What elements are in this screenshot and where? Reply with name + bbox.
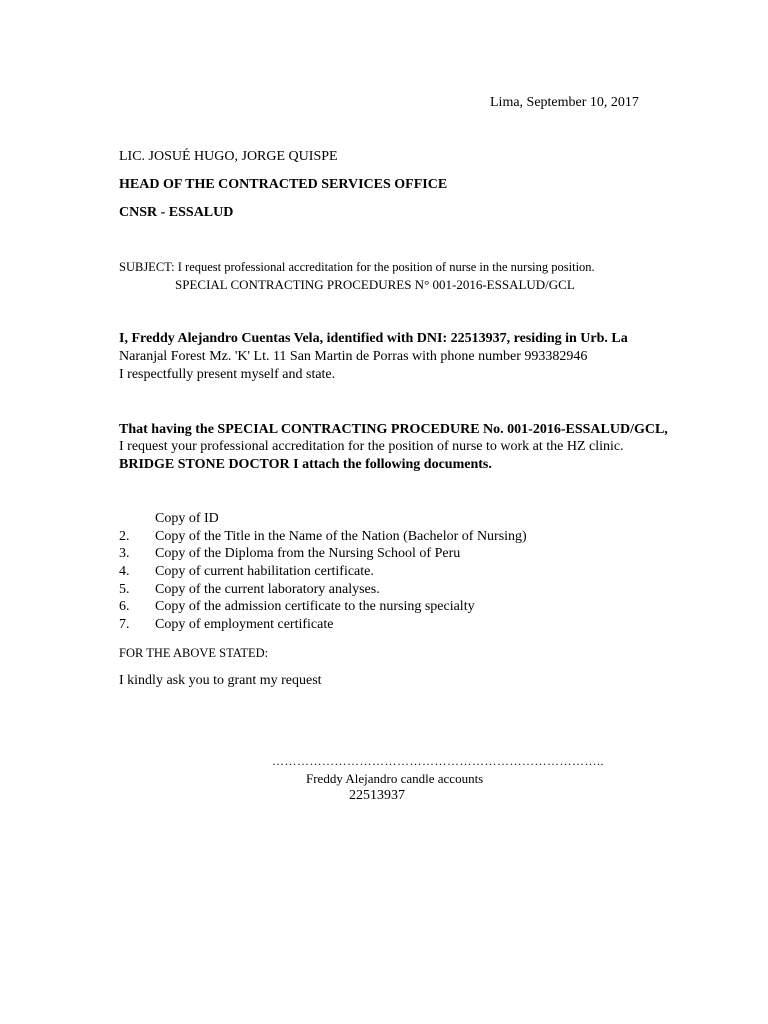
signature-line: …………………………………………………………………….. [272, 754, 604, 768]
signature-name: Freddy Alejandro candle accounts [306, 771, 484, 786]
intro-line-2: Naranjal Forest Mz. 'K' Lt. 11 San Martin de Porras with phone number 993382946 [119, 349, 588, 364]
list-item-text: Copy of the Diploma from the Nursing School of Peru [155, 546, 461, 561]
recipient-title: HEAD OF THE CONTRACTED SERVICES OFFICE [119, 177, 448, 192]
list-item-text: Copy of ID [155, 511, 219, 526]
list-item [119, 598, 475, 616]
list-item-number: 2. [119, 529, 130, 544]
list-item-number: 6. [119, 599, 130, 614]
list-item-text: Copy of the current laboratory analyses. [155, 582, 380, 597]
list-item-text: Copy of the admission certificate to the nursing specialty [155, 599, 475, 614]
recipient-name: LIC. JOSUÉ HUGO, JORGE QUISPE [119, 149, 338, 164]
body-line-1: That having the SPECIAL CONTRACTING PROCEDURE No. 001-2016-ESSALUD/GCL, [119, 422, 668, 437]
list-item-number: 5. [119, 582, 130, 597]
list-item [119, 563, 374, 581]
list-item-text: Copy of employment certificate [155, 617, 334, 632]
closing-request: I kindly ask you to grant my request [119, 673, 322, 688]
list-item-text: Copy of current habilitation certificate. [155, 564, 374, 579]
list-item [119, 545, 460, 563]
intro-line-1: I, Freddy Alejandro Cuentas Vela, identified with DNI: 22513937, residing in Urb. La [119, 331, 628, 346]
list-item-number: 7. [119, 617, 130, 632]
intro-line-3: I respectfully present myself and state. [119, 367, 336, 382]
list-item [119, 581, 380, 599]
recipient-org: CNSR - ESSALUD [119, 205, 234, 220]
signature-dni: 22513937 [349, 788, 405, 803]
date-line: Lima, September 10, 2017 [490, 95, 639, 110]
list-item [119, 528, 527, 546]
subject-procedure: SPECIAL CONTRACTING PROCEDURES N° 001-2016-ESSALUD/GCL [175, 277, 575, 292]
list-item [119, 510, 219, 528]
closing-stated: FOR THE ABOVE STATED: [119, 646, 269, 660]
body-line-3: BRIDGE STONE DOCTOR I attach the following documents. [119, 457, 492, 472]
list-item-number: 4. [119, 564, 130, 579]
body-line-2: I request your professional accreditation for the position of nurse to work at the HZ clinic. [119, 439, 624, 454]
list-item-number: 3. [119, 546, 130, 561]
subject-line: SUBJECT: I request professional accreditation for the position of nurse in the nursing position. [119, 260, 595, 274]
list-item [119, 616, 333, 634]
list-item-text: Copy of the Title in the Name of the Nation (Bachelor of Nursing) [155, 529, 527, 544]
